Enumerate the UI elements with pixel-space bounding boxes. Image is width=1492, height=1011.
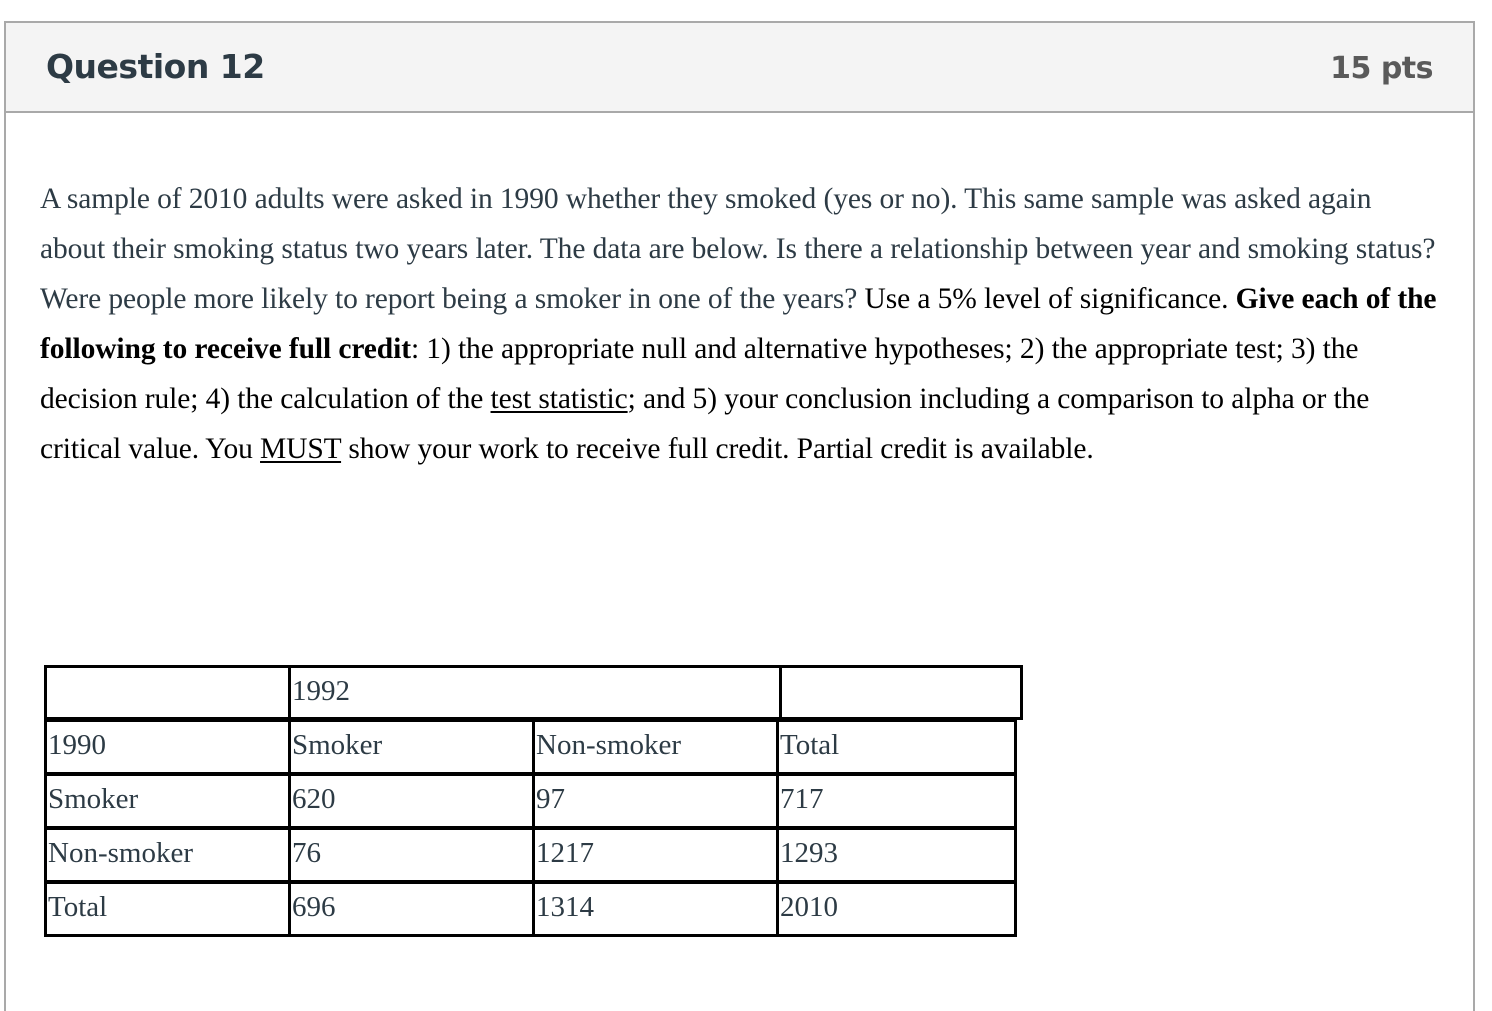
table-cell: 620 <box>288 773 535 829</box>
table-cell: 76 <box>288 827 535 883</box>
question-points: 15 pts <box>1330 51 1433 86</box>
question-header <box>6 23 1473 113</box>
table-cell: 2010 <box>776 881 1017 937</box>
table-header-total: Total <box>776 719 1017 775</box>
table-cell: 1314 <box>532 881 779 937</box>
table-row-label-non-smoker: Non-smoker <box>44 827 291 883</box>
question-text-closing: show your work to receive full credit. Partial credit is available. <box>341 433 1094 465</box>
question-text-underlined-must: MUST <box>260 433 342 465</box>
table-top-cell-empty <box>44 665 291 720</box>
table-header-1990: 1990 <box>44 719 291 775</box>
question-text-underlined-test-statistic: test statistic <box>490 383 628 415</box>
table-cell: 696 <box>288 881 535 937</box>
table-top-cell-empty-right <box>779 665 1023 720</box>
table-row-label-total: Total <box>44 881 291 937</box>
table-cell: 97 <box>532 773 779 829</box>
table-top-cell-1992: 1992 <box>288 665 782 720</box>
question-text-conclusion: ; and 5) your conclusion including a comparison to alpha or the critical value. You <box>40 383 1370 465</box>
question-title: Question 12 <box>46 47 265 86</box>
table-header-smoker: Smoker <box>288 719 535 775</box>
table-header-non-smoker: Non-smoker <box>532 719 779 775</box>
table-cell: 1217 <box>532 827 779 883</box>
question-text-significance: Use a 5% level of significance. <box>857 283 1236 315</box>
table-cell: 717 <box>776 773 1017 829</box>
question-body <box>40 174 1440 474</box>
table-cell: 1293 <box>776 827 1017 883</box>
question-text-intro: A sample of 2010 adults were asked in 1990 whether they smoked (yes or no). This same sample was asked again about their smoking status two years later. The data are below. Is there a relationship between year and smoking status? Were people more likely to report being a smoker in one of the years? <box>40 183 1436 315</box>
table-row-label-smoker: Smoker <box>44 773 291 829</box>
question-text-requirements: : 1) the appropriate null and alternative hypotheses; 2) the appropriate test; 3) the decision rule; 4) the calculation of the <box>40 333 1359 415</box>
question-text-bold-instruction: Give each of the following to receive full credit <box>40 283 1437 365</box>
